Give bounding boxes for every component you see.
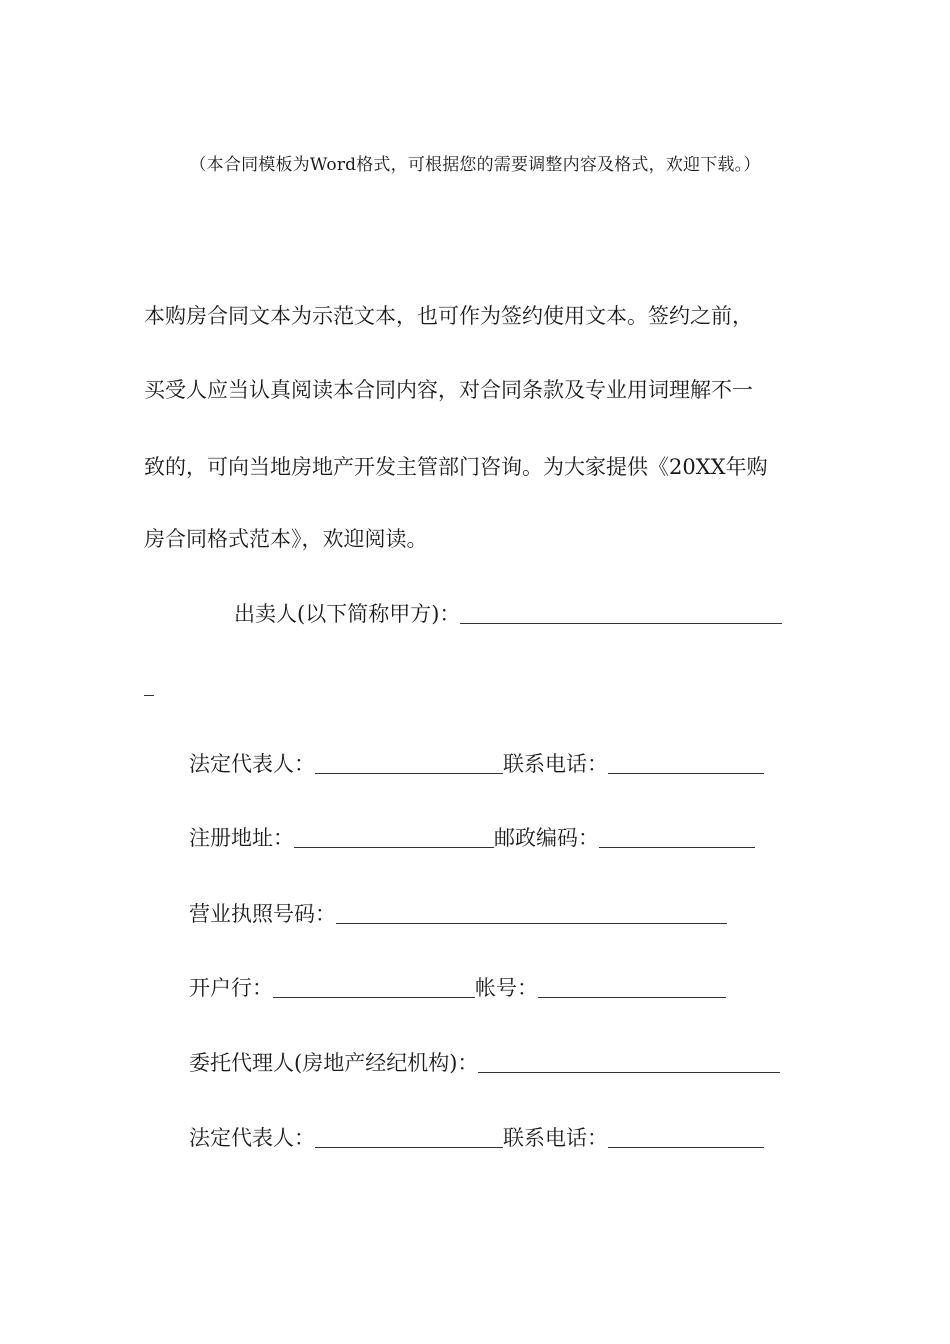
phone-blank-2[interactable]: [608, 1127, 764, 1148]
account-label: 帐号：: [475, 976, 538, 1000]
phone-label-1: 联系电话：: [503, 752, 608, 776]
agent-label: 委托代理人(房地产经纪机构)：: [189, 1051, 479, 1075]
postal-code-blank[interactable]: [599, 827, 755, 848]
agent-blank[interactable]: [478, 1052, 780, 1073]
legal-rep-blank-1[interactable]: [315, 753, 503, 774]
template-note: （本合同模板为Word格式，可根据您的需要调整内容及格式，欢迎下载。）: [189, 155, 761, 175]
seller-label: 出卖人(以下简称甲方)：: [234, 602, 461, 626]
seller-row: [234, 598, 782, 628]
intro-line-4: 房合同格式范本》，欢迎阅读。: [144, 527, 428, 551]
legal-rep-row-2: [189, 1122, 764, 1152]
legal-rep-label-2: 法定代表人：: [189, 1126, 315, 1150]
agent-row: [189, 1047, 780, 1077]
legal-rep-blank-2[interactable]: [315, 1127, 503, 1148]
intro-line-1: 本购房合同文本为示范文本，也可作为签约使用文本。签约之前，: [144, 304, 753, 328]
bank-label: 开户行：: [189, 976, 273, 1000]
license-blank[interactable]: [336, 903, 727, 924]
license-row: [189, 898, 727, 928]
seller-blank[interactable]: [460, 603, 782, 624]
reg-address-blank[interactable]: [294, 827, 494, 848]
license-label: 营业执照号码：: [189, 902, 336, 926]
account-blank[interactable]: [538, 977, 726, 998]
legal-rep-row-1: [189, 748, 764, 778]
phone-label-2: 联系电话：: [503, 1126, 608, 1150]
bank-blank[interactable]: [273, 977, 475, 998]
seller-blank-continuation: [144, 695, 154, 696]
legal-rep-label-1: 法定代表人：: [189, 752, 315, 776]
intro-line-3: 致的，可向当地房地产开发主管部门咨询。为大家提供《20XX年购: [144, 455, 768, 479]
reg-address-row: [189, 822, 755, 852]
intro-line-2: 买受人应当认真阅读本合同内容，对合同条款及专业用词理解不一: [144, 378, 753, 402]
phone-blank-1[interactable]: [608, 753, 764, 774]
reg-address-label: 注册地址：: [189, 826, 294, 850]
bank-row: [189, 972, 726, 1002]
postal-code-label: 邮政编码：: [494, 826, 599, 850]
